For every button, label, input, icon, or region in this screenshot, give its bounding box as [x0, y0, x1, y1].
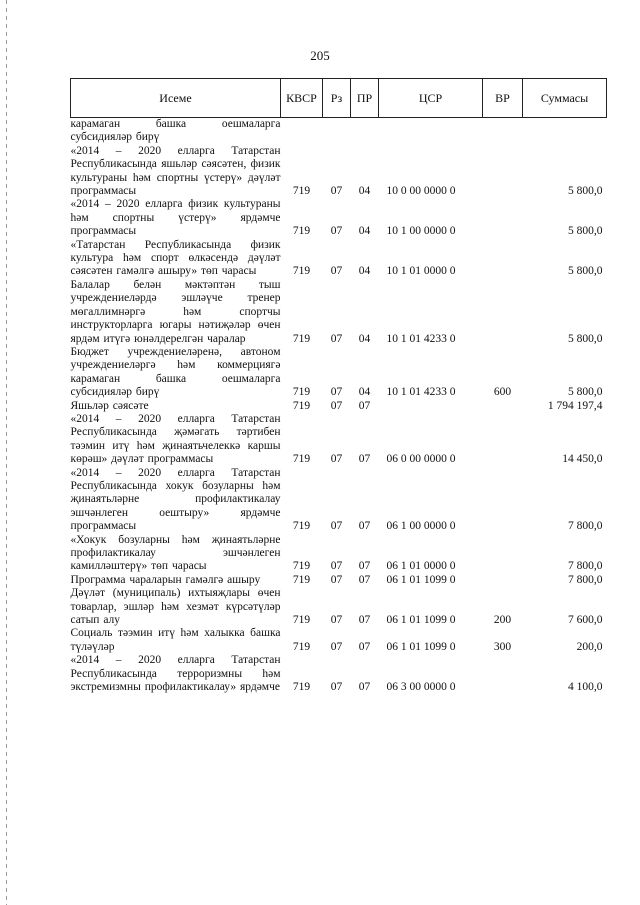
- row-pr: 07: [358, 520, 371, 533]
- row-pr: 04: [358, 185, 371, 198]
- row-name: Программа чараларын гамәлгә ашыру: [70, 573, 261, 586]
- row-rz: 07: [330, 185, 343, 198]
- row-csr: [379, 118, 483, 145]
- table-row: [71, 346, 607, 400]
- row-csr: 06 0 00 0000 0: [386, 453, 456, 466]
- row-csr: 10 0 00 0000 0: [386, 185, 456, 198]
- row-rz: 07: [330, 614, 343, 627]
- row-pr: 04: [358, 225, 371, 238]
- row-sum: 5 800,0: [568, 332, 603, 345]
- row-pr: 04: [358, 265, 371, 278]
- row-name: «2014 – 2020 елларга Татарстан Республикасында яшьләр сәясәтен, физик культураны һәм спортны үстерү» дәүләт программасы: [70, 144, 281, 198]
- row-name: «2014 – 2020 елларга Татарстан Республикасында хокук бозуларны һәм җинаятьләрне профилактикалау эшчәнлеген оештыру» ярдәмче программасы: [70, 466, 281, 533]
- row-csr: 06 1 01 0000 0: [386, 560, 456, 573]
- header-kvsr: КВСР: [281, 79, 323, 118]
- row-pr: 07: [358, 399, 371, 412]
- header-rz: Рз: [323, 79, 351, 118]
- row-rz: 07: [330, 560, 343, 573]
- row-name: «Татарстан Республикасында физик культура һәм спорт өлкәсендә дәүләт сәясәтен гамәлгә ашыру» төп чарасы: [70, 238, 281, 278]
- row-rz: 07: [330, 453, 343, 466]
- row-sum: 7 800,0: [568, 560, 603, 573]
- row-kvsr: 719: [292, 386, 311, 399]
- row-sum: 5 800,0: [568, 265, 603, 278]
- row-vr: [483, 654, 523, 694]
- row-vr: [483, 534, 523, 574]
- table-row: [71, 587, 607, 627]
- row-name: карамаган башка оешмаларга субсидияләр бирү: [70, 118, 281, 144]
- table-row: [71, 574, 607, 587]
- row-sum: 5 800,0: [568, 185, 603, 198]
- budget-table: [70, 78, 607, 694]
- row-vr: 200: [493, 614, 512, 627]
- row-csr: 06 1 01 1099 0: [386, 614, 456, 627]
- row-kvsr: 719: [292, 265, 311, 278]
- row-csr: 06 3 00 0000 0: [386, 681, 456, 694]
- row-sum: 1 794 197,4: [547, 399, 603, 412]
- row-sum: 7 800,0: [568, 520, 603, 533]
- row-rz: 07: [330, 225, 343, 238]
- table-row: [71, 654, 607, 694]
- row-pr: 07: [358, 453, 371, 466]
- row-sum: 7 800,0: [568, 573, 603, 586]
- row-rz: 07: [330, 520, 343, 533]
- table-header: [71, 79, 607, 118]
- row-sum: 7 600,0: [568, 614, 603, 627]
- table-row: [71, 279, 607, 346]
- table-row: [71, 467, 607, 534]
- header-row: [71, 79, 607, 118]
- page-number: 205: [310, 48, 330, 63]
- row-pr: 07: [358, 640, 371, 653]
- row-csr: 10 1 01 4233 0: [386, 386, 456, 399]
- row-vr: 300: [493, 640, 512, 653]
- row-kvsr: 719: [292, 640, 311, 653]
- header-sum: Суммасы: [523, 79, 607, 118]
- row-vr: 600: [493, 386, 512, 399]
- row-vr: [483, 279, 523, 346]
- row-name: «2014 – 2020 елларга Татарстан Республикасында җәмәгать тәртибен тәэмин итү һәм җинаятьчелеккә каршы көрәш» дәүләт программасы: [70, 412, 281, 466]
- row-kvsr: [281, 118, 323, 145]
- row-csr: 06 1 01 1099 0: [386, 640, 456, 653]
- header-csr: ЦСР: [379, 79, 483, 118]
- table-body: [71, 118, 607, 695]
- header-pr: ПР: [351, 79, 379, 118]
- table-row: [71, 239, 607, 279]
- row-name: Социаль тәэмин итү һәм халыкка башка түләүләр: [70, 627, 281, 653]
- row-kvsr: 719: [292, 185, 311, 198]
- row-kvsr: 719: [292, 225, 311, 238]
- row-kvsr: 719: [292, 681, 311, 694]
- row-name: «2014 – 2020 елларга Татарстан Республикасында терроризмны һәм экстремизмны профилактикалау» ярдәмче: [70, 654, 281, 694]
- row-kvsr: 719: [292, 453, 311, 466]
- row-rz: [323, 118, 351, 145]
- row-sum: 14 450,0: [562, 453, 603, 466]
- row-vr: [483, 118, 523, 145]
- row-pr: 07: [358, 614, 371, 627]
- row-vr: [483, 574, 523, 587]
- row-rz: 07: [330, 386, 343, 399]
- row-vr: [483, 400, 523, 413]
- row-name: «Хокук бозуларны һәм җинаятьләрне профилактикалау эшчәнлеген камилләштерү» төп чарасы: [70, 533, 281, 573]
- row-csr: 10 1 01 4233 0: [386, 332, 456, 345]
- header-vr: ВР: [483, 79, 523, 118]
- row-rz: 07: [330, 265, 343, 278]
- row-rz: 07: [330, 573, 343, 586]
- margin-guide: [6, 0, 7, 905]
- row-kvsr: 719: [292, 573, 311, 586]
- table-row: [71, 413, 607, 467]
- row-sum: 4 100,0: [568, 681, 603, 694]
- row-name: Дәүләт (муниципаль) ихтыяҗлары өчен товарлар, эшләр һәм хезмәт күрсәтүләр сатып алу: [70, 587, 281, 627]
- row-sum: [523, 118, 607, 145]
- table-row: [71, 627, 607, 654]
- header-name: Исеме: [71, 79, 281, 118]
- row-name: «2014 – 2020 елларга физик культураны һәм спортны үстерү» ярдәмче программасы: [70, 198, 281, 238]
- row-csr: 10 1 01 0000 0: [386, 265, 456, 278]
- row-rz: 07: [330, 332, 343, 345]
- table-row: [71, 118, 607, 145]
- row-kvsr: 719: [292, 560, 311, 573]
- row-name: Балалар белән мәктәптән тыш учреждениеләрдә эшләүче тренер мөгаллимнәргә һәм спортчы инструкторларга югары нәтиҗәләр өчен ярдәм итүгә юнәлдерелгән чаралар: [70, 278, 281, 345]
- row-rz: 07: [330, 399, 343, 412]
- table-row: [71, 145, 607, 199]
- row-kvsr: 719: [292, 520, 311, 533]
- row-pr: 07: [358, 573, 371, 586]
- row-pr: [351, 118, 379, 145]
- row-csr: 06 1 00 0000 0: [386, 520, 456, 533]
- table-row: [71, 534, 607, 574]
- row-pr: 04: [358, 332, 371, 345]
- row-csr: 06 1 01 1099 0: [386, 573, 456, 586]
- row-vr: [483, 198, 523, 238]
- row-kvsr: 719: [292, 614, 311, 627]
- row-csr: [379, 400, 483, 413]
- row-csr: 10 1 00 0000 0: [386, 225, 456, 238]
- row-pr: 07: [358, 560, 371, 573]
- row-name: Яшьләр сәясәте: [70, 399, 149, 412]
- table-row: [71, 400, 607, 413]
- row-sum: 200,0: [576, 640, 603, 653]
- row-rz: 07: [330, 681, 343, 694]
- table-row: [71, 198, 607, 238]
- row-sum: 5 800,0: [568, 386, 603, 399]
- row-kvsr: 719: [292, 399, 311, 412]
- row-vr: [483, 145, 523, 199]
- row-vr: [483, 467, 523, 534]
- row-pr: 04: [358, 386, 371, 399]
- row-name: Бюджет учреждениеләренә, автоном учреждениеләргә һәм коммерциягә карамаган башка оешмаларга субсидияләр бирү: [70, 345, 281, 399]
- row-vr: [483, 239, 523, 279]
- row-vr: [483, 413, 523, 467]
- row-sum: 5 800,0: [568, 225, 603, 238]
- row-pr: 07: [358, 681, 371, 694]
- row-kvsr: 719: [292, 332, 311, 345]
- row-rz: 07: [330, 640, 343, 653]
